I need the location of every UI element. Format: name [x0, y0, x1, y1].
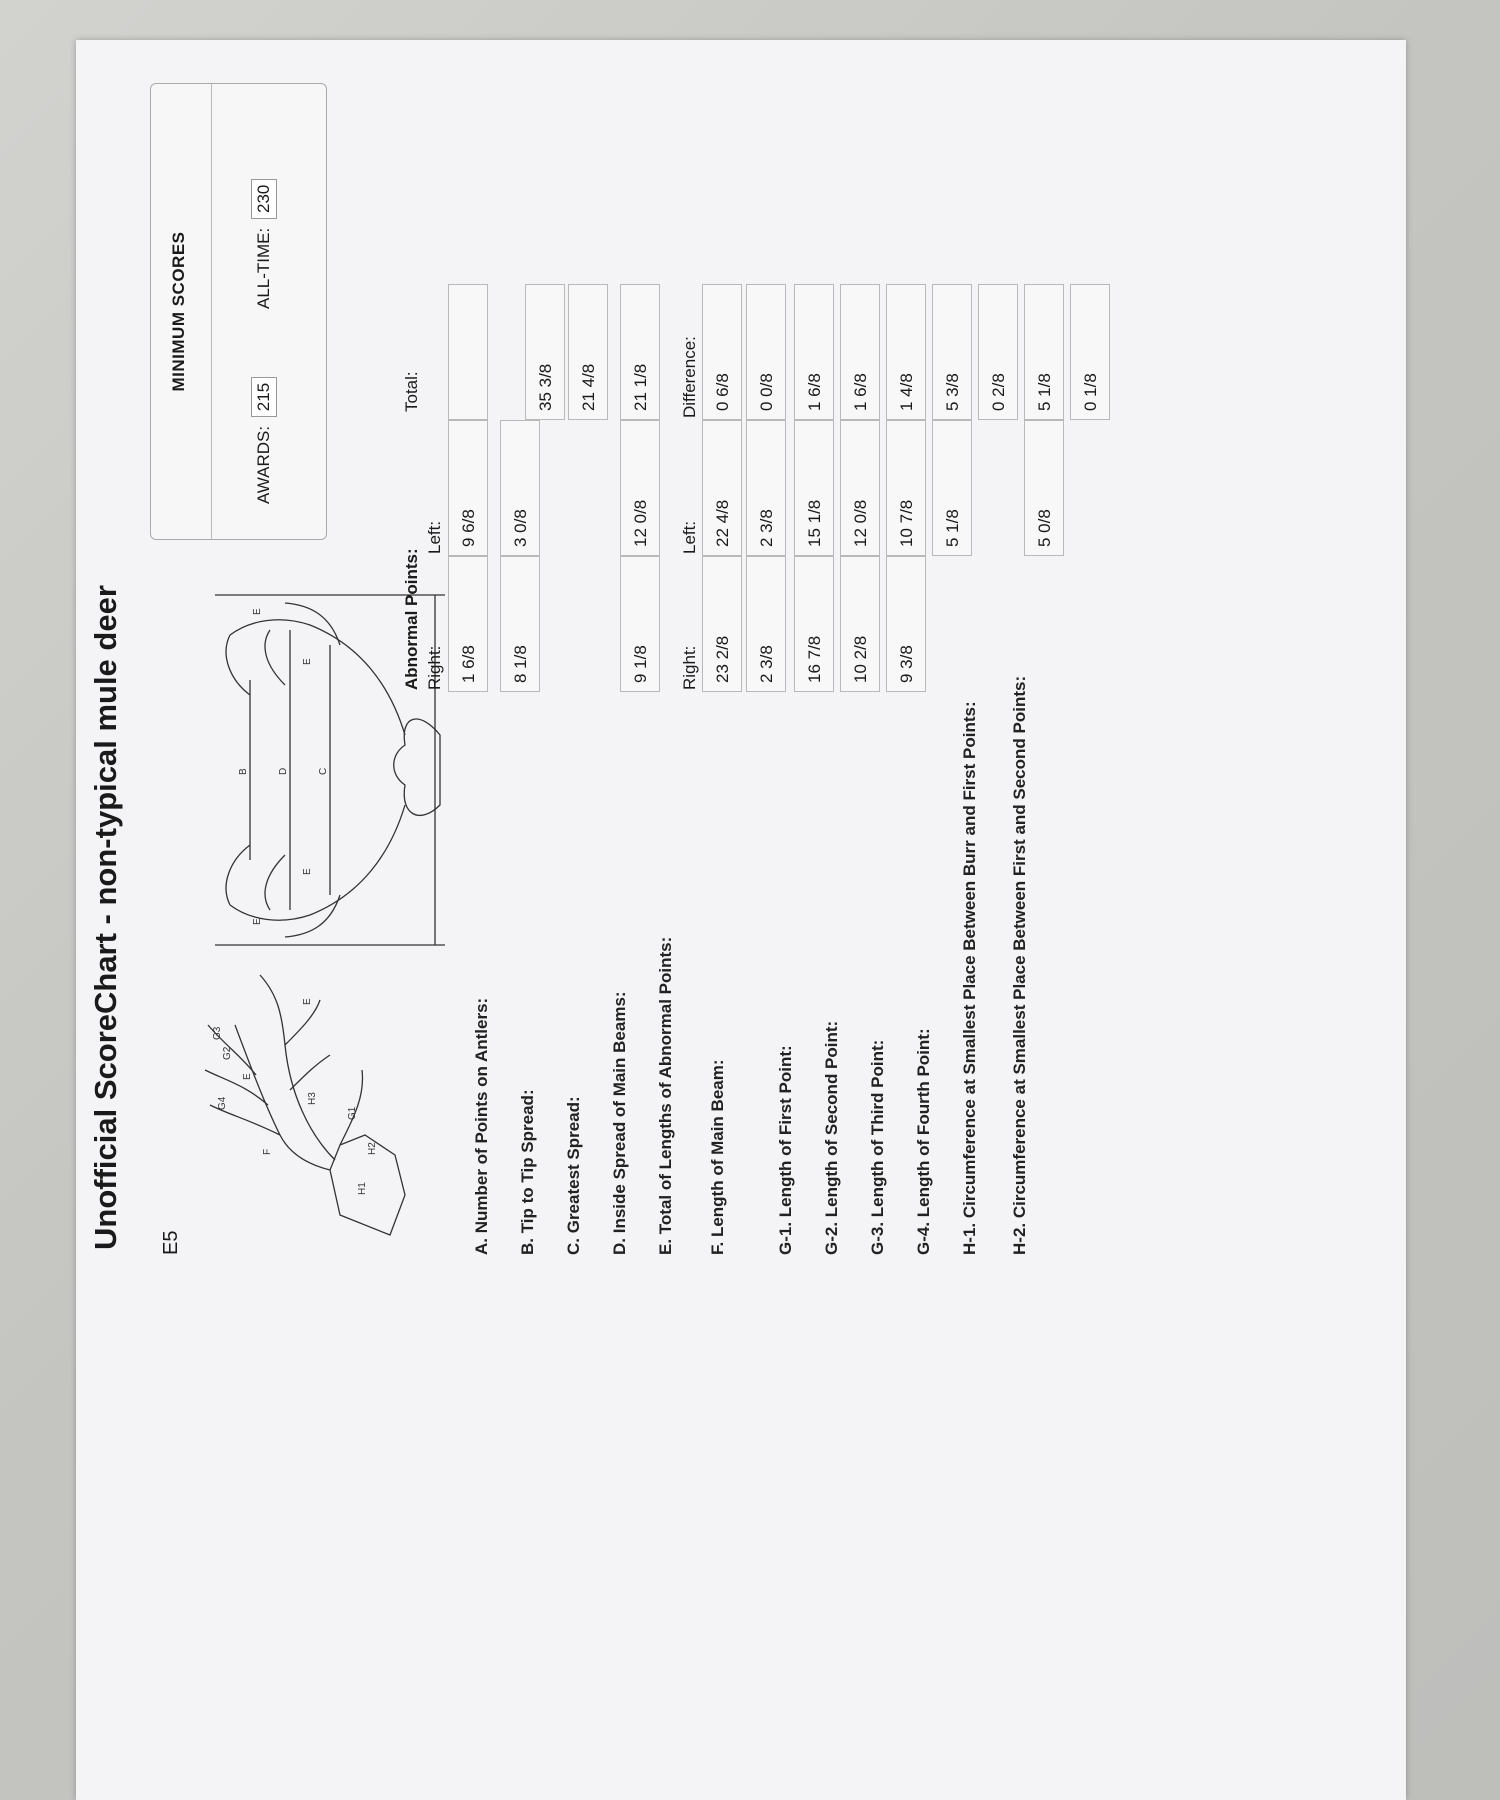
field-h1-label: H-1. Circumference at Smallest Place Between Burr and First Points:	[960, 701, 979, 1255]
greatest-spread-value: 21 4/8	[568, 284, 608, 420]
svg-text:H2: H2	[367, 1142, 378, 1155]
table-row-f-right: 23 2/8	[702, 556, 742, 692]
table-row-h1-difference: 0 2/8	[978, 284, 1018, 420]
tip-spread-value: 35 3/8	[525, 284, 565, 420]
field-g4-label: G-4. Length of Fourth Point:	[914, 1028, 933, 1255]
field-b-label: B. Tip to Tip Spread:	[518, 1089, 537, 1255]
abnormal-lengths-right: 9 1/8	[620, 556, 660, 692]
svg-text:E: E	[302, 998, 313, 1005]
field-g1-label: G-1. Length of First Point:	[776, 1045, 795, 1255]
field-a-label: A. Number of Points on Antlers:	[472, 997, 491, 1255]
minimum-scores-box	[150, 83, 327, 540]
table-row-g2-right: 16 7/8	[794, 556, 834, 692]
field-c-label: C. Greatest Spread:	[564, 1096, 583, 1255]
table-row-h-difference: 5 3/8	[932, 284, 972, 420]
table-row-g3-difference: 1 6/8	[840, 284, 880, 420]
svg-text:E: E	[252, 608, 263, 615]
divider	[211, 84, 212, 539]
svg-text:G1: G1	[347, 1106, 358, 1120]
table-row-g3-right: 10 2/8	[840, 556, 880, 692]
measure-difference-header: Difference:	[680, 336, 699, 418]
field-g2-label: G-2. Length of Second Point:	[822, 1020, 841, 1255]
table-row-g2-difference: 1 6/8	[794, 284, 834, 420]
field-h2-label: H-2. Circumference at Smallest Place Between First and Second Points:	[1010, 675, 1029, 1255]
svg-text:E: E	[302, 868, 313, 875]
abnormal-lengths-total: 21 1/8	[620, 284, 660, 420]
awards-value: 215	[251, 377, 277, 417]
abnormal-total-label: Total:	[402, 371, 421, 412]
svg-text:E: E	[252, 918, 263, 925]
field-d-label: D. Inside Spread of Main Beams:	[610, 991, 629, 1255]
table-row-g1-right: 2 3/8	[746, 556, 786, 692]
table-row-g1-difference: 0 0/8	[746, 284, 786, 420]
svg-text:E: E	[302, 658, 313, 665]
points-right-value: 8 1/8	[500, 556, 540, 692]
measure-left-header: Left:	[680, 520, 699, 554]
svg-text:G2: G2	[222, 1046, 233, 1060]
table-row-f-left: 22 4/8	[702, 420, 742, 556]
svg-text:D: D	[278, 767, 289, 775]
svg-text:C: C	[318, 767, 329, 775]
abnormal-right-label: Right:	[425, 645, 444, 690]
minimum-scores-heading: MINIMUM SCORES	[169, 231, 188, 392]
abnormal-lengths-left: 12 0/8	[620, 420, 660, 556]
awards-label: AWARDS:	[254, 425, 273, 504]
svg-text:E: E	[242, 1073, 253, 1080]
table-row-g2-left: 15 1/8	[794, 420, 834, 556]
abnormal-total-value	[448, 284, 488, 420]
alltime-value: 230	[251, 179, 277, 219]
alltime-score	[251, 179, 277, 309]
points-left-value: 3 0/8	[500, 420, 540, 556]
score-chart-document	[80, 0, 1400, 1460]
abnormal-points-heading: Abnormal Points:	[402, 548, 421, 690]
chart-code: E5	[160, 1230, 182, 1255]
table-row-f-difference: 0 6/8	[702, 284, 742, 420]
table-row-g4-difference: 1 4/8	[886, 284, 926, 420]
awards-score	[251, 377, 277, 504]
table-row-h2-difference: 5 1/8	[1024, 284, 1064, 420]
field-g3-label: G-3. Length of Third Point:	[868, 1039, 887, 1255]
svg-text:G4: G4	[217, 1096, 228, 1110]
svg-text:H3: H3	[307, 1092, 318, 1105]
page-title: Unofficial ScoreChart - non-typical mule deer	[88, 585, 123, 1250]
abnormal-left-label: Left:	[425, 520, 444, 554]
field-f-label: F. Length of Main Beam:	[708, 1059, 727, 1255]
svg-text:F: F	[262, 1148, 273, 1155]
table-row-h2-left: 5 0/8	[1024, 420, 1064, 556]
measure-right-header: Right:	[680, 645, 699, 690]
table-row-g1-left: 2 3/8	[746, 420, 786, 556]
table-row-g3-left: 12 0/8	[840, 420, 880, 556]
svg-text:H1: H1	[357, 1182, 368, 1195]
abnormal-right-value: 1 6/8	[448, 556, 488, 692]
field-e-label: E. Total of Lengths of Abnormal Points:	[656, 936, 675, 1255]
table-row-g4-left: 10 7/8	[886, 420, 926, 556]
table-row-g4-right: 9 3/8	[886, 556, 926, 692]
table-row-h3-difference: 0 1/8	[1070, 284, 1110, 420]
table-row-h-left: 5 1/8	[932, 420, 972, 556]
svg-text:G3: G3	[212, 1026, 223, 1040]
alltime-label: ALL-TIME:	[254, 227, 273, 309]
abnormal-left-value: 9 6/8	[448, 420, 488, 556]
svg-text:B: B	[238, 768, 249, 775]
